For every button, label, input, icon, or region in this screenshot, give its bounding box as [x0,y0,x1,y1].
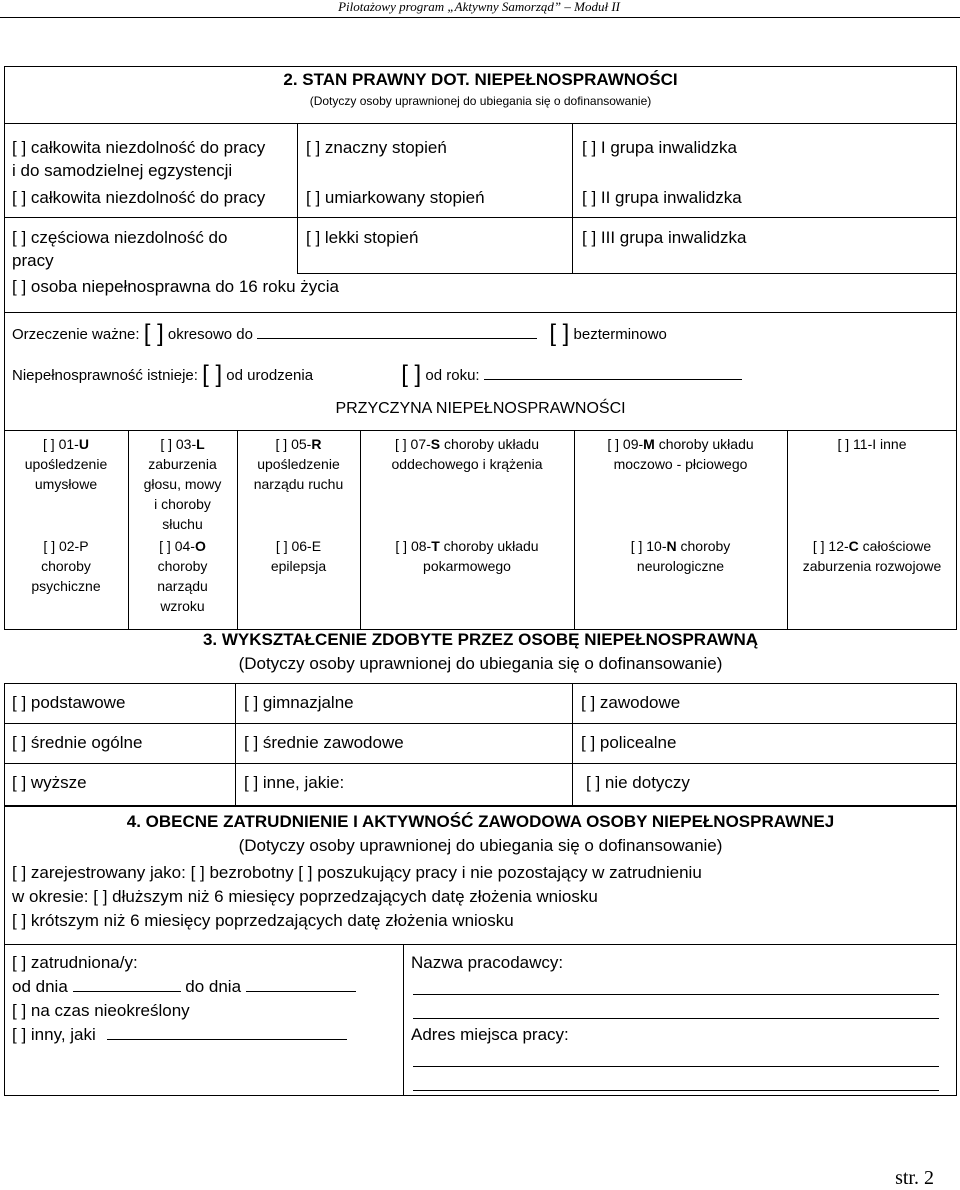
address-line-2[interactable] [413,1090,939,1091]
employer-name-line-2[interactable] [413,1018,939,1019]
checkbox-group-2[interactable]: [ ] II grupa inwalidzka [582,188,742,207]
checkbox-od-roku[interactable]: [ ] [401,361,422,388]
divider [4,430,957,431]
label-independent-living: i do samodzielnej egzystencji [12,161,233,180]
checkbox-group-1[interactable]: [ ] I grupa inwalidzka [582,138,737,157]
section4-subtitle: (Dotyczy osoby uprawnionej do ubiegania się o dofinansowanie) [238,836,723,855]
checkbox-zatrudniony[interactable]: [ ] zatrudniona/y: [12,953,138,972]
do-dnia-label: do dnia [185,977,242,996]
orzeczenie-label: Orzeczenie ważne: [12,326,140,343]
cause-01-u[interactable]: [ ] 01-U upośledzenie umysłowe [24,436,108,492]
checkbox-mild-degree[interactable]: [ ] lekki stopień [306,228,419,247]
header-text: Pilotażowy program „Aktywny Samorząd” – Moduł II [338,0,620,14]
checkbox-srednie-ogolne[interactable]: [ ] średnie ogólne [12,733,143,752]
checkbox-policealne[interactable]: [ ] policealne [581,733,677,752]
cause-06-e[interactable]: [ ] 06-E epilepsja [270,538,327,574]
divider [4,763,957,764]
od-roku-label: od roku: [425,367,480,384]
od-urodzenia-label: od urodzenia [226,367,314,384]
employer-name-label: Nazwa pracodawcy: [411,953,564,972]
divider [235,683,236,806]
checkbox-inny[interactable]: [ ] inny, jaki [12,1025,96,1044]
divider [4,312,957,313]
checkbox-zawodowe[interactable]: [ ] zawodowe [581,693,681,712]
checkbox-wyzsze[interactable]: [ ] wyższe [12,773,87,792]
divider [297,273,957,274]
cause-04-o[interactable]: [ ] 04-O choroby narządu wzroku [157,538,208,614]
section3-title: 3. WYKSZTAŁCENIE ZDOBYTE PRZEZ OSOBĘ NIEPEŁNOSPRAWNĄ [202,630,759,649]
przyczyna-title: PRZYCZYNA NIEPEŁNOSPRAWNOŚCI [335,400,626,417]
cause-02-p[interactable]: [ ] 02-P choroby psychiczne [31,538,101,594]
od-dnia-field[interactable] [73,976,181,992]
cause-08-t[interactable]: [ ] 08-T choroby układu pokarmowego [395,538,539,574]
istnieje-row [12,361,742,388]
divider [403,944,404,1096]
divider [572,683,573,806]
checkbox-nie-dotyczy[interactable]: [ ] nie dotyczy [586,773,690,792]
period-shorter-row[interactable]: [ ] krótszym niż 6 miesięcy poprzedzających datę złożenia wniosku [12,911,514,930]
section2-subtitle: (Dotyczy osoby uprawnionej do ubiegania się o dofinansowanie) [309,94,652,108]
cause-12-c[interactable]: [ ] 12-C całościowe zaburzenia rozwojowe [802,538,942,574]
od-roku-field[interactable] [484,365,742,380]
checkbox-significant-degree[interactable]: [ ] znaczny stopień [306,138,447,157]
checkbox-total-incapacity-independent[interactable]: [ ] całkowita niezdolność do pracy [12,138,266,157]
orzeczenie-row [12,320,667,347]
divider [787,430,788,630]
section3-table [4,683,957,806]
checkbox-od-urodzenia[interactable]: [ ] [202,361,223,388]
cause-07-s[interactable]: [ ] 07-S choroby układu oddechowego i krążenia [391,436,543,472]
workplace-address-label: Adres miejsca pracy: [411,1025,569,1044]
section2-title: 2. STAN PRAWNY DOT. NIEPEŁNOSPRAWNOŚCI [283,70,678,89]
registered-as-row[interactable]: [ ] zarejestrowany jako: [ ] bezrobotny [ ] poszukujący pracy i nie pozostający w zatrudnieniu [12,863,702,882]
cause-09-m[interactable]: [ ] 09-M choroby układu moczowo - płciowego [607,436,754,472]
divider [4,217,957,218]
checkbox-inne[interactable]: [ ] inne, jakie: [244,773,345,792]
section3-subtitle: (Dotyczy osoby uprawnionej do ubiegania się o dofinansowanie) [238,654,723,673]
divider [4,723,957,724]
checkbox-group-3[interactable]: [ ] III grupa inwalidzka [582,228,747,247]
checkbox-czas-nieokreslony[interactable]: [ ] na czas nieokreślony [12,1001,190,1020]
cause-10-n[interactable]: [ ] 10-N choroby neurologiczne [630,538,731,574]
cause-05-r[interactable]: [ ] 05-R upośledzenie narządu ruchu [253,436,344,492]
checkbox-moderate-degree[interactable]: [ ] umiarkowany stopień [306,188,485,207]
page-number: str. 2 [895,1167,934,1189]
divider [297,123,298,273]
divider [4,123,957,124]
do-dnia-field[interactable] [246,976,356,992]
cause-11-i[interactable]: [ ] 11-I inne [837,436,907,452]
od-dnia-label: od dnia [12,977,68,996]
period-longer-row[interactable]: w okresie: [ ] dłuższym niż 6 miesięcy poprzedzających datę złożenia wniosku [12,887,598,906]
employment-dates-row [12,975,356,998]
checkbox-bezterminowo[interactable]: [ ] [549,320,570,347]
checkbox-total-incapacity[interactable]: [ ] całkowita niezdolność do pracy [12,188,266,207]
checkbox-podstawowe[interactable]: [ ] podstawowe [12,693,126,712]
okresowo-date-field[interactable] [257,324,537,339]
checkbox-okresowo[interactable]: [ ] [143,320,164,347]
address-line-1[interactable] [413,1066,939,1067]
inny-field[interactable] [107,1024,347,1040]
okresowo-label: okresowo do [167,326,253,343]
other-employment-row [12,1023,347,1046]
checkbox-srednie-zawodowe[interactable]: [ ] średnie zawodowe [244,733,404,752]
checkbox-gimnazjalne[interactable]: [ ] gimnazjalne [244,693,354,712]
label-pracy: pracy [12,251,54,270]
checkbox-disabled-under-16[interactable]: [ ] osoba niepełnosprawna do 16 roku życia [12,277,339,296]
istnieje-label: Niepełnosprawność istnieje: [12,367,198,384]
checkbox-partial-incapacity[interactable]: [ ] częściowa niezdolność do [12,228,228,247]
divider [572,123,573,273]
section4-title: 4. OBECNE ZATRUDNIENIE I AKTYWNOŚĆ ZAWODOWA OSOBY NIEPEŁNOSPRAWNEJ [126,812,835,831]
bezterminowo-label: bezterminowo [573,326,667,343]
employer-name-line-1[interactable] [413,994,939,995]
header-rule [0,17,960,18]
cause-03-l[interactable]: [ ] 03-L zaburzenia głosu, mowy i choroby słuchu [143,436,222,532]
page-header [0,0,960,16]
